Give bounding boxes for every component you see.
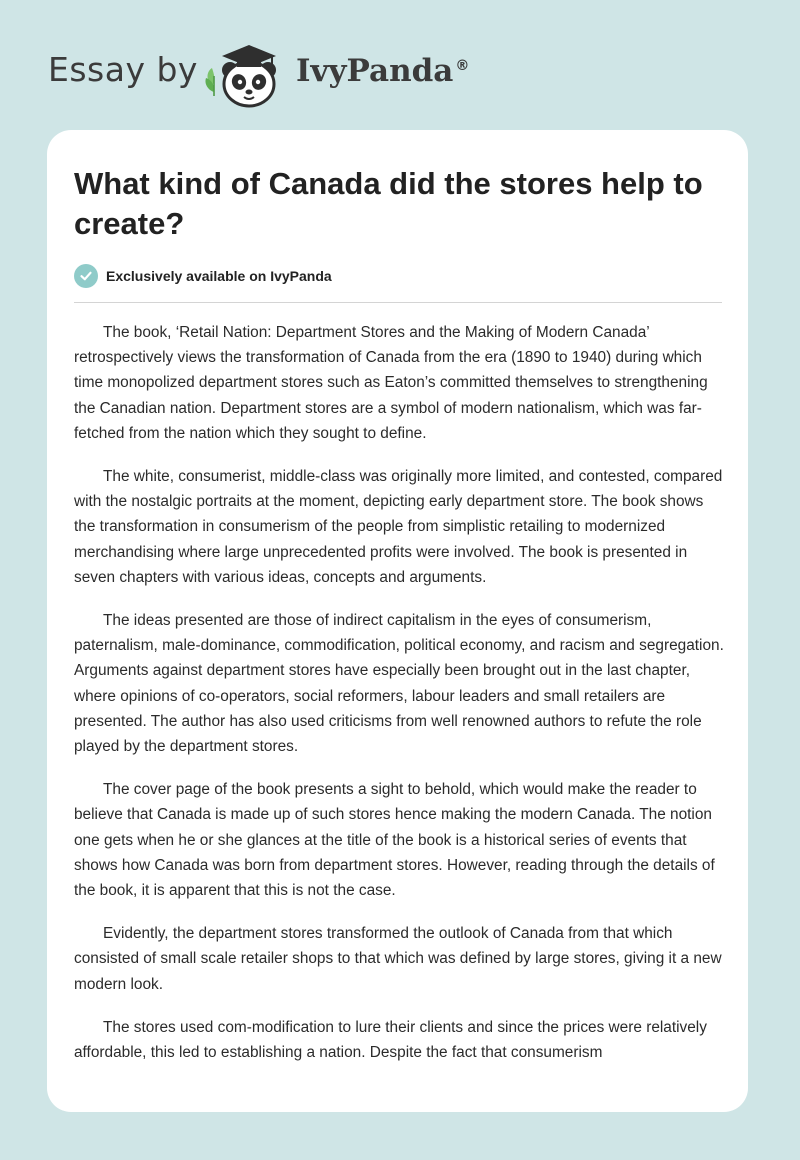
paragraph-6: The stores used com-modification to lure their clients and since the prices were relatively affordable, this led to establishing a nation. Despite the fact that consumerism [74, 1018, 707, 1062]
panda-graduate-logo-icon[interactable] [200, 36, 292, 110]
paragraph-5: Evidently, the department stores transformed the outlook of Canada from that which consisted of small scale retailer shops to that which was defined by large stores, giving it a new modern look. [74, 925, 722, 993]
essay-by-label: Essay by [48, 50, 198, 89]
badge-label: Exclusively available on IvyPanda [106, 268, 332, 284]
paragraph-3: The ideas presented are those of indirect capitalism in the eyes of consumerism, paternalism, male-dominance, commodification, political economy, and racism and segregation. Arguments against department stores have especially been brought out in the last chapter, where opinions of co-operators, social reformers, labour leaders and small retailers are presented. The author has also used criticisms from well renowned authors to refute the role played by the department stores. [74, 612, 724, 756]
paragraph-1: The book, ‘Retail Nation: Department Stores and the Making of Modern Canada’ retrospectively views the transformation of Canada from the era (1890 to 1940) during which time monopolized department stores such as Eaton’s committed themselves to strengthening the Canadian nation. Department stores are a symbol of modern nationalism, which was far-fetched from the nation which they sought to define. [74, 324, 708, 442]
essay-card [47, 130, 748, 1112]
check-circle-icon [74, 264, 98, 288]
paragraph-4: The cover page of the book presents a sight to behold, which would make the reader to believe that Canada is made up of such stores hence making the modern Canada. The notion one gets when he or she glances at the title of the book is a historical series of events that shows how Canada was born from department stores. However, reading through the details of the book, it is apparent that this is not the case. [74, 781, 715, 900]
essay-body [74, 320, 726, 1083]
site-header [0, 0, 800, 130]
ivypanda-wordmark[interactable]: IvyPanda ® [296, 53, 470, 89]
divider [74, 302, 722, 303]
exclusive-badge [74, 263, 332, 289]
paragraph-2: The white, consumerist, middle-class was originally more limited, and contested, compared with the nostalgic portraits at the moment, depicting early department store. The book shows the transformation in consumerism of the people from simplistic retailing to modernized merchandising where large unprecedented profits were involved. The book is presented in seven chapters with various ideas, concepts and arguments. [74, 468, 723, 586]
page-title: What kind of Canada did the stores help to create? [74, 166, 703, 241]
